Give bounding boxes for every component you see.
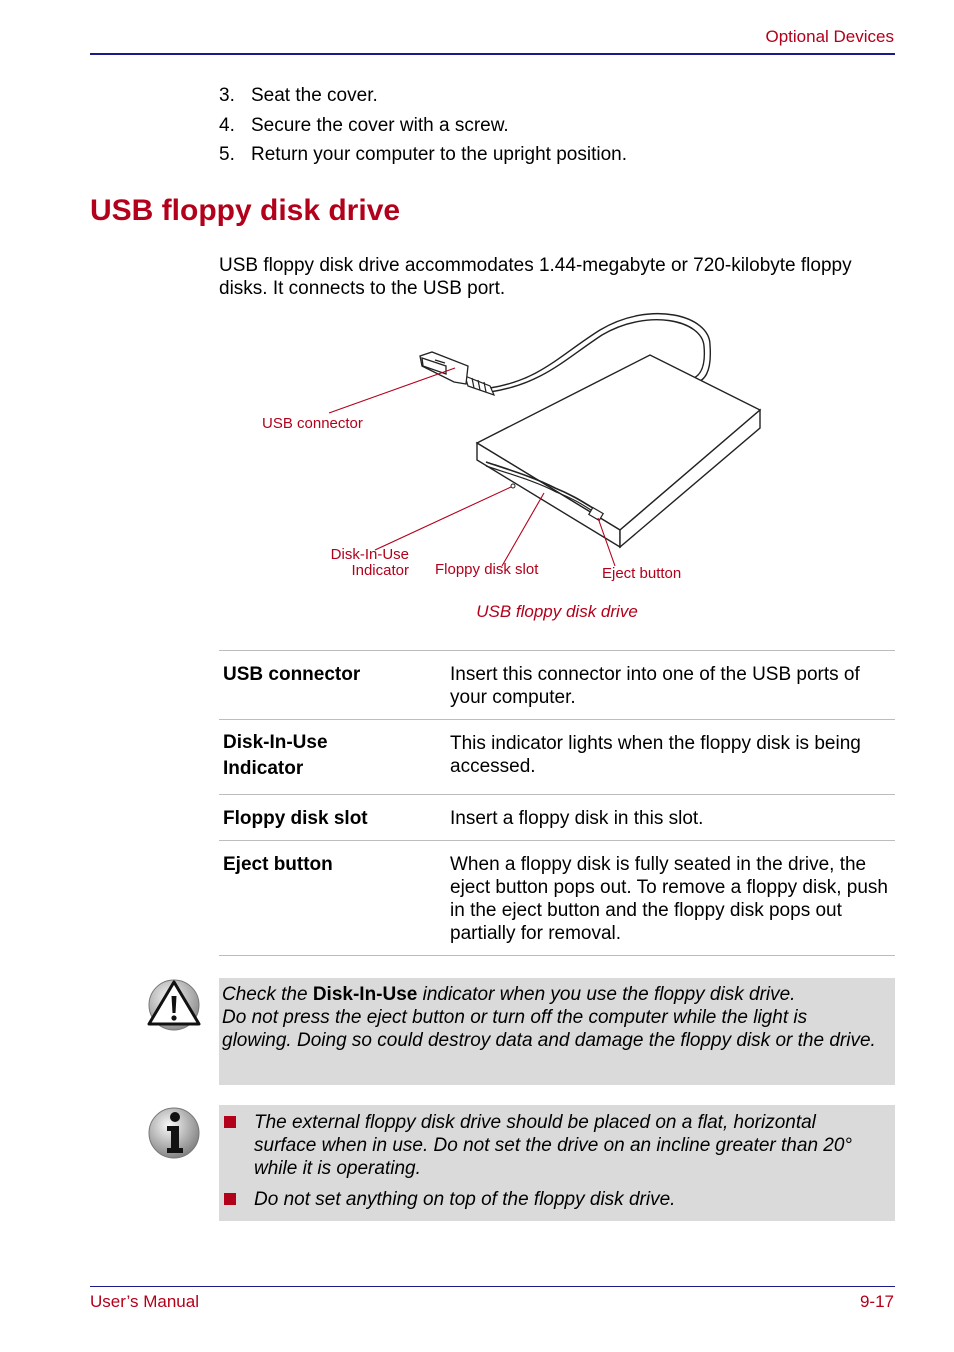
section-title: USB floppy disk drive: [90, 194, 401, 227]
running-header: Optional Devices: [765, 27, 894, 46]
intro-paragraph: USB floppy disk drive accommodates 1.44-megabyte or 720-kilobyte floppy disks. It connects to the USB port.: [219, 255, 852, 299]
callout-line: Disk-In-Use: [330, 546, 409, 563]
table-term: USB connector: [223, 664, 361, 685]
header-rule: [90, 53, 895, 55]
step-text: Secure the cover with a screw.: [251, 114, 509, 136]
table-description: Insert a floppy disk in this slot.: [450, 808, 704, 829]
bullet-text: Do not set anything on top of the floppy disk drive.: [254, 1189, 676, 1210]
figure-caption: USB floppy disk drive: [476, 602, 638, 621]
table-term: Eject button: [223, 854, 333, 875]
info-icon: [147, 1104, 203, 1160]
footer-manual-title: User’s Manual: [90, 1292, 199, 1311]
step-number: 5.: [219, 144, 235, 165]
callout-eject-button: Eject button: [602, 565, 682, 582]
bullet-text: The external floppy disk drive should be placed on a flat, horizontal surface when in use. Do not set the drive on an incline greater than 20° while it is operating.: [254, 1112, 853, 1179]
step-number: 3.: [219, 85, 235, 106]
callout-line: Indicator: [351, 562, 409, 579]
step-list: [219, 84, 627, 173]
callout-floppy-disk-slot: Floppy disk slot: [435, 561, 539, 578]
warning-triangle-icon: [147, 976, 203, 1032]
caution-text: Check the: [222, 984, 313, 1005]
caution-text: indicator when you use the floppy disk drive.: [417, 984, 796, 1005]
page-number: 9-17: [859, 1292, 894, 1311]
parts-table: [219, 650, 895, 956]
callout-usb-connector: USB connector: [262, 415, 363, 432]
caution-emphasis: Disk-In-Use: [312, 984, 418, 1005]
caution-note: [219, 978, 895, 1085]
table-term-line: Indicator: [223, 758, 304, 779]
list-item: [219, 1111, 881, 1180]
table-description: This indicator lights when the floppy disk is being accessed.: [450, 733, 861, 777]
footer-rule: [90, 1286, 895, 1287]
callout-disk-in-use-indicator: [300, 547, 409, 579]
table-term: Floppy disk slot: [223, 808, 368, 829]
list-item: [219, 84, 627, 114]
step-text: Seat the cover.: [251, 85, 378, 106]
table-description: Insert this connector into one of the USB ports of your computer.: [450, 664, 860, 708]
list-item: [219, 114, 627, 144]
table-row: [219, 720, 895, 795]
bullet-square-icon: [224, 1193, 236, 1205]
list-item: [219, 143, 627, 173]
info-note: [219, 1105, 895, 1221]
bullet-square-icon: [224, 1116, 236, 1128]
table-term: [219, 720, 442, 795]
table-row: [219, 795, 895, 841]
table-row: [219, 841, 895, 956]
step-number: 4.: [219, 114, 235, 136]
step-text: Return your computer to the upright position.: [251, 144, 627, 165]
caution-body: Do not press the eject button or turn off the computer while the light is glowing. Doing so could destroy data and damage the floppy disk or the drive.: [222, 1007, 876, 1051]
floppy-drive-figure: [240, 300, 800, 600]
table-row: [219, 651, 895, 720]
table-description: When a floppy disk is fully seated in the drive, the eject button pops out. To remove a floppy disk, push in the eject button and the floppy disk pops out partially for removal.: [450, 854, 888, 944]
list-item: [219, 1188, 881, 1211]
caution-first-line: [222, 983, 881, 1006]
table-term-line: Disk-In-Use: [223, 732, 328, 753]
